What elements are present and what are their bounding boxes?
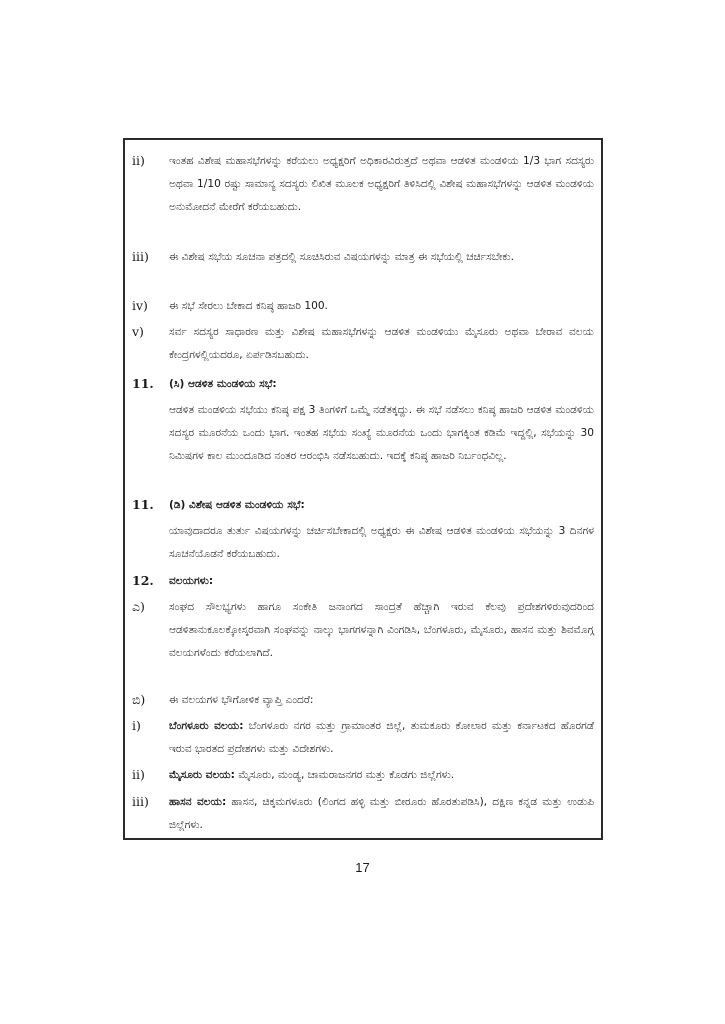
section-title: ವಲಯಗಳು: (169, 575, 214, 587)
item-number: iii) (132, 249, 149, 264)
zone-label: ಬೆಂಗಳೂರು ವಲಯ: (169, 720, 244, 732)
item-text: ಈ ವಲಯಗಳ ಭೌಗೋಳಿಕ ವ್ಯಾಪ್ತಿ ಎಂದರೆ: (169, 694, 314, 706)
section-number: 11. (132, 497, 154, 512)
item-text (169, 715, 594, 761)
page-number: 17 (355, 860, 370, 875)
zone-label: ಮೈಸೂರು ವಲಯ: (169, 769, 235, 781)
item-text: ಈ ಸಭೆ ಸೇರಲು ಬೇಕಾದ ಕನಿಷ್ಠ ಹಾಜರಿ 100. (169, 300, 328, 312)
section-title: (ಡಿ) ವಿಶೇಷ ಆಡಳಿತ ಮಂಡಳಿಯ ಸಭೆ: (169, 499, 305, 511)
item-number: iii) (132, 794, 149, 809)
zone-label: ಹಾಸನ ವಲಯ: (169, 796, 227, 808)
zone-description: ಹಾಸನ, ಚಿಕ್ಕಮಗಳೂರು (ಲಿಂಗದ ಹಳ್ಳಿ ಮತ್ತು ಬೀರೂರು ಹೊರತುಪಡಿಸಿ), ದಕ್ಷಿಣ ಕನ್ನಡ ಮತ್ತು ಉಡುಪಿ ಜಿಲ್ಲೆಗಳು. (169, 796, 594, 831)
item-number: ಬಿ) (132, 692, 146, 707)
item-number: iv) (132, 298, 148, 313)
item-number: ಎ) (132, 599, 145, 614)
zone-description: ಮೈಸೂರು, ಮಂಡ್ಯ, ಚಾಮರಾಜನಗರ ಮತ್ತು ಕೊಡಗು ಜಿಲ್ಲೆಗಳು. (234, 769, 455, 781)
item-text: ಸಂಘದ ಸೌಲಭ್ಯಗಳು ಹಾಗೂ ಸಂಕೇತಿ ಜನಾಂಗದ ಸಾಂದ್ರತೆ ಹೆಚ್ಚಾಗಿ ಇರುವ ಕೆಲವು ಪ್ರದೇಶಗಳಿರುವುದರಿಂದ ಆಡಳಿತಾನುಕೂಲಕ್ಕೋಸ್ಕರವಾಗಿ ಸಂಘವನ್ನು ನಾಲ್ಕು ಭಾಗಗಳನ್ನಾಗಿ ವಿಂಗಡಿಸಿ, ಬೆಂಗಳೂರು, ಮೈಸೂರು, ಹಾಸನ ಮತ್ತು ಶಿವಮೊಗ್ಗ ವಲಯಗಳೆಂದು ಕರೆಯಲಾಗಿದೆ. (169, 601, 594, 659)
item-text (169, 764, 594, 787)
item-text: ಈ ವಿಶೇಷ ಸಭೆಯ ಸೂಚನಾ ಪತ್ರದಲ್ಲಿ ಸೂಚಿಸಿರುವ ವಿಷಯಗಳನ್ನು ಮಾತ್ರ ಈ ಸಭೆಯಲ್ಲಿ ಚರ್ಚಿಸಬೇಕು. (169, 251, 514, 263)
zone-description: ಬೆಂಗಳೂರು ನಗರ ಮತ್ತು ಗ್ರಾಮಾಂತರ ಜಿಲ್ಲೆ, ತುಮಕೂರು ಕೋಲಾರ ಮತ್ತು ಕರ್ನಾಟಕದ ಹೊರಗಡೆ ಇರುವ ಭಾರತದ ಪ್ರದೇಶಗಳು ಮತ್ತು ವಿದೇಶಗಳು. (169, 720, 594, 755)
item-text: ಇಂತಹ ವಿಶೇಷ ಮಹಾಸಭೆಗಳನ್ನು ಕರೆಯಲು ಅಧ್ಯಕ್ಷರಿಗೆ ಅಧಿಕಾರವಿರುತ್ತದೆ ಅಥವಾ ಆಡಳಿತ ಮಂಡಳಿಯ 1/3 ಭಾಗ ಸದಸ್ಯರು ಅಥವಾ 1/10 ರಷ್ಟು ಸಾಮಾನ್ಯ ಸದಸ್ಯರು ಲಿಖಿತ ಮೂಲಕ ಅಧ್ಯಕ್ಷರಿಗೆ ತಿಳಿಸಿದಲ್ಲಿ ವಿಶೇಷ ಮಹಾಸಭೆಗಳನ್ನು ಆಡಳಿತ ಮಂಡಳಿಯ ಅನುಮೋದನೆ ಮೇರೆಗೆ ಕರೆಯಬಹುದು. (169, 155, 594, 213)
item-number: ii) (132, 153, 145, 168)
item-number: i) (132, 718, 141, 733)
paragraph: ಆಡಳಿತ ಮಂಡಳಿಯ ಸಭೆಯು ಕನಿಷ್ಠ ಪಕ್ಷ 3 ತಿಂಗಳಿಗೆ ಒಮ್ಮೆ ನಡೆತಕ್ಕದ್ದು. ಈ ಸಭೆ ನಡೆಸಲು ಕನಿಷ್ಠ ಹಾಜರಿ ಆಡಳಿತ ಮಂಡಳಿಯ ಸದಸ್ಯರ ಮೂರನೆಯ ಒಂದು ಭಾಗ. ಇಂತಹ ಸಭೆಯ ಸಂಖ್ಯೆ ಮೂರನೆಯ ಒಂದು ಭಾಗಕ್ಕಿಂತ ಕಡಿಮೆ ಇದ್ದಲ್ಲಿ, ಸಭೆಯನ್ನು 30 ನಿಮಿಷಗಳ ಕಾಲ ಮುಂದೂಡಿದ ನಂತರ ಆರಂಭಿಸಿ ನಡೆಸಬಹುದು. ಇದಕ್ಕೆ ಕನಿಷ್ಠ ಹಾಜರಿ ನಿರ್ಬಂಧವಿಲ್ಲ. (169, 404, 594, 462)
item-text (169, 791, 594, 837)
item-number: ii) (132, 767, 145, 782)
section-number: 12. (132, 573, 154, 588)
section-title: (ಸಿ) ಆಡಳಿತ ಮಂಡಳಿಯ ಸಭೆ: (169, 378, 277, 390)
section-number: 11. (132, 376, 154, 391)
paragraph: ಯಾವುದಾದರೂ ತುರ್ತು ವಿಷಯಗಳನ್ನು ಚರ್ಚಿಸಬೇಕಾದಲ್ಲಿ ಅಧ್ಯಕ್ಷರು ಈ ವಿಶೇಷ ಆಡಳಿತ ಮಂಡಳಿಯ ಸಭೆಯನ್ನು 3 ದಿನಗಳ ಸೂಚನೆಯೊಡನೆ ಕರೆಯಬಹುದು. (169, 525, 594, 560)
item-text: ಸರ್ವ ಸದಸ್ಯರ ಸಾಧಾರಣ ಮತ್ತು ವಿಶೇಷ ಮಹಾಸಭೆಗಳನ್ನು ಆಡಳಿತ ಮಂಡಳಿಯು ಮೈಸೂರು ಅಥವಾ ಬೇರಾವ ವಲಯ ಕೇಂದ್ರಗಳಲ್ಲಿಯದರೂ, ಏರ್ಪಡಿಸಬಹುದು. (169, 326, 594, 361)
item-number: v) (132, 324, 144, 339)
